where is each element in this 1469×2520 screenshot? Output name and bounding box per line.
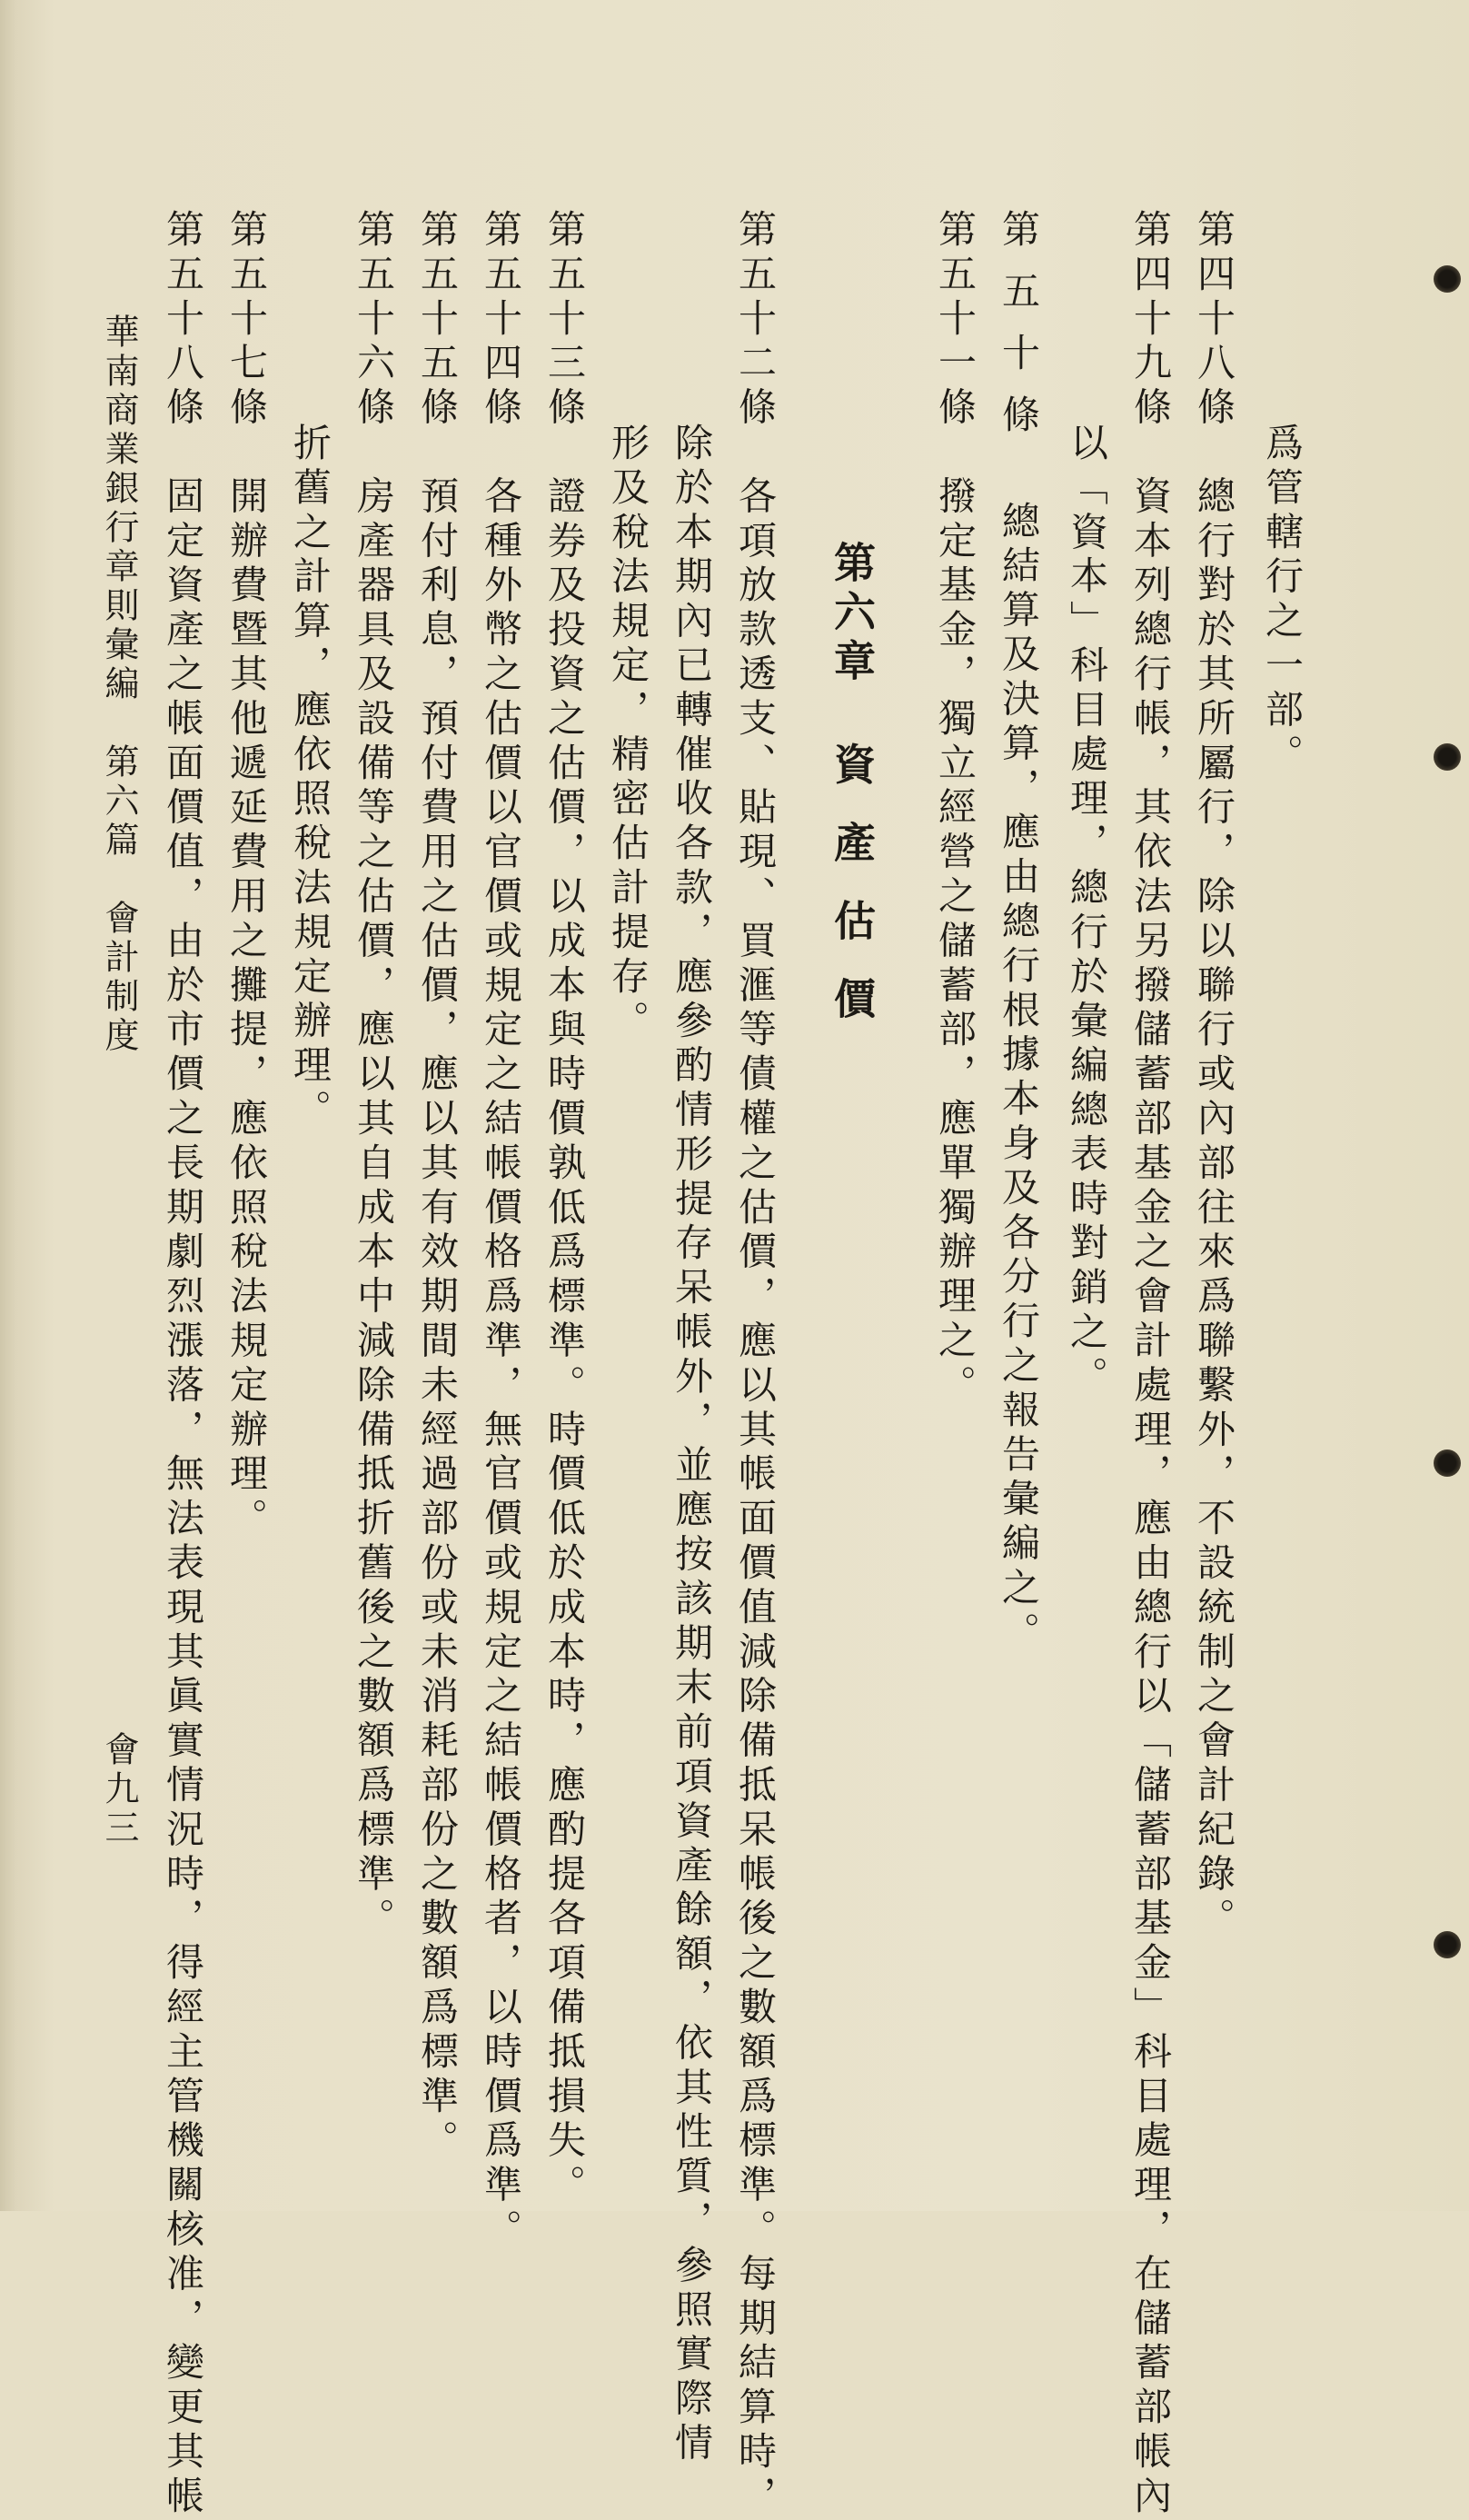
article-49-label: 第四十九條: [1128, 209, 1173, 432]
article-51-label: 第五十一條: [933, 209, 978, 432]
binding-hole: [1434, 743, 1461, 771]
chapter-name: 資產估價: [828, 742, 877, 1055]
article-49-continuation: [1065, 423, 1109, 1400]
article-52-continuation-2: [606, 423, 650, 1045]
article-52: [733, 209, 778, 2520]
article-52-label: 第五十二條: [733, 209, 778, 432]
chapter-title: [828, 541, 877, 1055]
article-56-text: 房產器具及設備等之估價，應以其自成本中減除備抵折舊後之數額爲標準。: [352, 475, 396, 1943]
article-52-spacer: [733, 432, 778, 476]
article-48: [1192, 209, 1236, 1943]
article-53-label: 第五十三條: [542, 209, 587, 432]
article-55-label: 第五十五條: [415, 209, 460, 432]
binding-hole: [1434, 1931, 1461, 1958]
article-56: [352, 209, 396, 1943]
article-51: [933, 209, 978, 1409]
article-48-text: 總行對於其所屬行，除以聯行或內部往來爲聯繫外，不設統制之會計紀錄。: [1192, 475, 1236, 1943]
article-53-text: 證券及投資之估價，以成本與時價孰低爲標準。時價低於成本時，應酌提各項備抵損失。: [542, 475, 587, 2209]
article-48-cont-text: 爲管轄行之一部。: [1260, 423, 1305, 779]
article-52-cont1-text: 除於本期內已轉催收各款，應參酌情形提存呆帳外，並應按該期末前項資產餘額，依其性質，參照實際情: [670, 423, 714, 2467]
binding-hole: [1434, 1449, 1461, 1477]
article-55-text: 預付利息，預付費用之估價，應以其有效期間未經過部份或未消耗部份之數額爲標準。: [415, 475, 460, 2165]
article-52-cont2-text: 形及稅法規定，精密估計提存。: [606, 423, 650, 1045]
book-title: 華南商業銀行章則彙編 第六篇 會計制度: [99, 314, 139, 1056]
article-58: [161, 209, 205, 2520]
article-57: [224, 209, 269, 1543]
chapter-number: 第六章: [828, 541, 877, 688]
article-55-spacer: [415, 432, 460, 476]
article-53-spacer: [542, 432, 587, 476]
binding-hole: [1434, 265, 1461, 293]
article-49-cont-text: 以「資本」科目處理，總行於彙編總表時對銷之。: [1065, 423, 1109, 1400]
article-53: [542, 209, 587, 2209]
running-footer: [99, 314, 139, 1056]
article-49-text: 資本列總行帳，其依法另撥儲蓄部基金之會計處理，應由總行以「儲蓄部基金」科目處理，在儲蓄部帳內: [1128, 475, 1173, 2520]
article-48-spacer: [1192, 432, 1236, 476]
article-56-cont-text: 折舊之計算，應依照稅法規定辦理。: [288, 423, 333, 1134]
article-50-text: 總結算及決算，應由總行根據本身及各分行之報告彙編之。: [997, 500, 1041, 1657]
article-57-label: 第五十七條: [224, 209, 269, 432]
article-58-label: 第五十八條: [161, 209, 205, 432]
article-58-text: 固定資產之帳面價值，由於市價之長期劇烈漲落，無法表現其眞實情況時，得經主管機關核准，變更其帳: [161, 475, 205, 2520]
article-51-text: 撥定基金，獨立經營之儲蓄部，應單獨辦理之。: [933, 475, 978, 1409]
article-50-spacer: [997, 456, 1041, 501]
page-number: [99, 1731, 139, 1848]
article-52-text: 各項放款透支、貼現、買滙等債權之估價，應以其帳面價值減除備抵呆帳後之數額爲標準。每期結算時，: [733, 475, 778, 2520]
article-55: [415, 209, 460, 2165]
article-56-label: 第五十六條: [352, 209, 396, 432]
article-54-label: 第五十四條: [479, 209, 523, 432]
article-51-spacer: [933, 432, 978, 476]
article-54: [479, 209, 523, 2254]
article-57-text: 開辦費暨其他遞延費用之攤提，應依照稅法規定辦理。: [224, 475, 269, 1543]
article-54-text: 各種外幣之估價以官價或規定之結帳價格爲準，無官價或規定之結帳價格者，以時價爲準。: [479, 475, 523, 2254]
article-49-spacer: [1128, 432, 1173, 476]
article-56-spacer: [352, 432, 396, 476]
article-48-label: 第四十八條: [1192, 209, 1236, 432]
article-57-spacer: [224, 432, 269, 476]
article-49: [1128, 209, 1173, 2520]
article-50-label: 第五十條: [997, 209, 1041, 456]
article-48-continuation: [1260, 423, 1305, 779]
article-56-continuation: [288, 423, 333, 1134]
article-58-spacer: [161, 432, 205, 476]
article-52-continuation-1: [670, 423, 714, 2467]
article-54-spacer: [479, 432, 523, 476]
article-50: [997, 209, 1041, 1657]
page-number-text: 會九三: [99, 1731, 139, 1848]
